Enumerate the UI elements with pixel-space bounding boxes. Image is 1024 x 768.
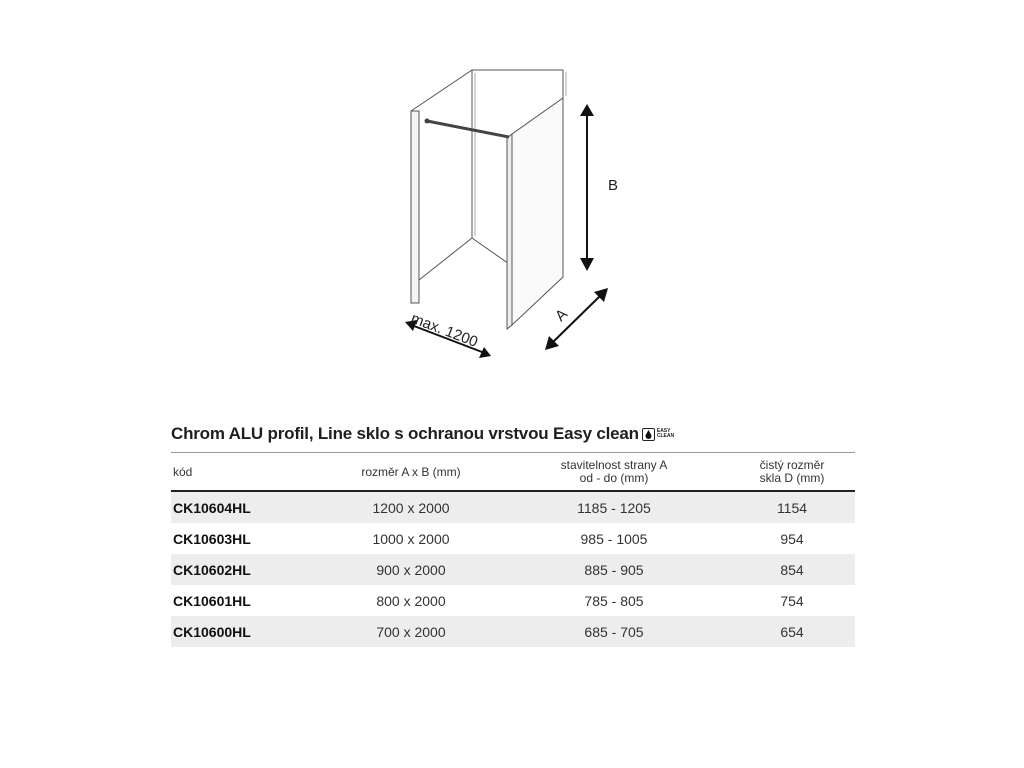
- dimension-a-label: A: [551, 305, 571, 325]
- water-drop-icon: [642, 428, 655, 441]
- cell-glass: 754: [780, 592, 804, 609]
- cell-glass: 854: [780, 561, 804, 578]
- cell-glass: 1154: [776, 499, 808, 516]
- spec-title-row: [171, 420, 855, 448]
- table-row: [171, 616, 855, 647]
- shower-wall-diagram: [0, 0, 1024, 380]
- dimension-b-label: B: [608, 177, 619, 194]
- dimension-b-arrow: [580, 104, 594, 271]
- table-row: [171, 585, 855, 616]
- cell-glass: 954: [780, 530, 804, 547]
- cell-adjust: 785 - 805: [584, 592, 644, 609]
- cell-adjust: 1185 - 1205: [577, 499, 651, 516]
- table-header: [171, 453, 855, 490]
- header-glass-line-1: čistý rozměr: [759, 457, 825, 472]
- table-row: [171, 492, 855, 523]
- header-adjust: [499, 459, 729, 485]
- badge-line-1: EASY: [656, 428, 671, 434]
- badge-line-2: CLEAN: [656, 433, 675, 439]
- cell-glass: 654: [780, 623, 804, 640]
- header-adjust-line-2: od - do (mm): [579, 470, 649, 485]
- header-glass-line-2: skla D (mm): [759, 470, 825, 485]
- cell-size: 900 x 2000: [376, 561, 446, 578]
- table-row: [171, 523, 855, 554]
- stabilizer-bar: [427, 121, 509, 137]
- cell-code: CK10603HL: [173, 530, 251, 547]
- cell-code: CK10604HL: [173, 499, 251, 516]
- cell-size: 1000 x 2000: [372, 530, 450, 547]
- cell-size: 1200 x 2000: [372, 499, 450, 516]
- cell-size: 700 x 2000: [376, 623, 446, 640]
- cell-code: CK10602HL: [173, 561, 251, 578]
- cell-adjust: 985 - 1005: [580, 530, 648, 547]
- header-code: kód: [173, 464, 193, 479]
- cell-size: 800 x 2000: [376, 592, 446, 609]
- cell-adjust: 685 - 705: [584, 623, 644, 640]
- cell-adjust: 885 - 905: [584, 561, 644, 578]
- spec-table: [171, 420, 855, 647]
- cell-code: CK10600HL: [173, 623, 251, 640]
- dimension-a-arrow: [545, 288, 608, 350]
- max-width-label: max. 1200: [408, 309, 481, 351]
- header-glass: [729, 459, 855, 485]
- table-row: [171, 554, 855, 585]
- header-size: rozměr A x B (mm): [361, 464, 461, 479]
- header-adjust-line-1: stavitelnost strany A: [560, 457, 668, 472]
- spec-title: Chrom ALU profil, Line sklo s ochranou vrstvou Easy clean: [171, 424, 639, 443]
- cell-code: CK10601HL: [173, 592, 251, 609]
- easy-clean-badge: [642, 428, 674, 441]
